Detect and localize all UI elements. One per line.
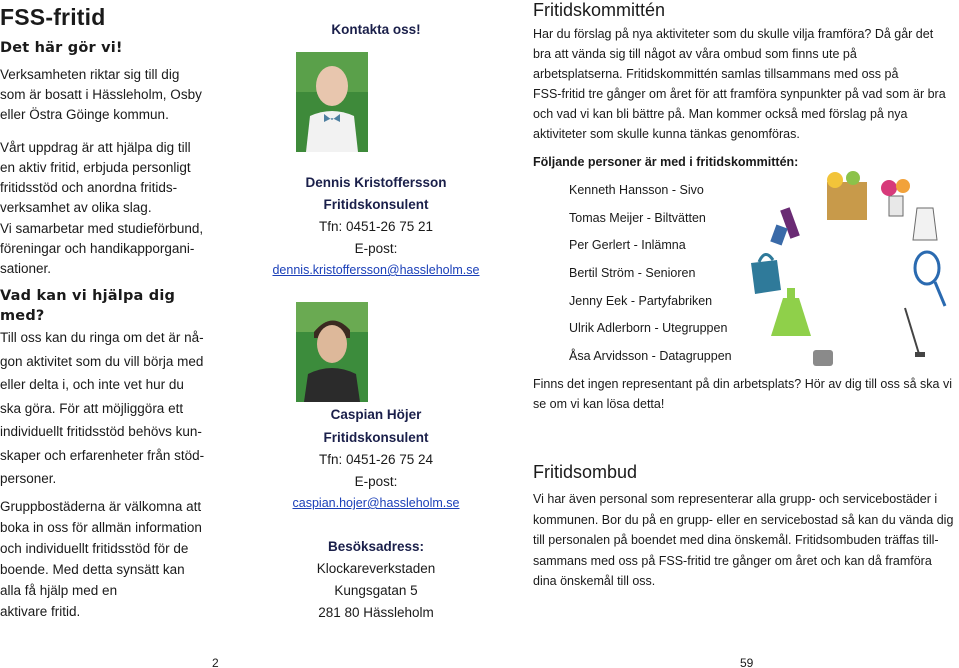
contact-name-dennis: Dennis Kristoffersson — [305, 175, 447, 190]
paragraph-samarbete: Vi samarbetar med studieförbund, föreningar och handikapporgani- sationer. — [0, 221, 204, 276]
visit-address-line3: 281 80 Hässleholm — [318, 605, 434, 620]
person-photo-caspian — [296, 302, 368, 402]
paragraph-forslag: Har du förslag på nya aktiviteter som du skulle vilja framföra? Då går det bra att vända sig till något av våra ombud som finns ute på arbetsplatserna. Fritidskommittén samlas tillsammans med oss på FSS-fritid tre gånger om året för att framföra synpunkter på vad som är bra och vad vi kan bli bättre på. Man kommer också med förslag på nya aktiviteter som skulle kunna tänkas genomföras. — [533, 27, 946, 141]
member-item: Ulrik Adlerborn - Utegruppen — [569, 321, 728, 335]
contact-email-label-dennis: E-post: — [354, 241, 398, 256]
flower-icon — [881, 179, 910, 216]
paragraph-uppdrag: Vårt uppdrag är att hjälpa dig till en aktiv fritid, erbjuda personligt fritidsstöd och anordna fritids- verksamhet av olika slag. — [0, 140, 191, 215]
contact-phone-dennis: Tfn: 0451-26 75 21 — [318, 219, 434, 234]
visit-address-line2: Kungsgatan 5 — [334, 583, 418, 598]
paragraph-ombud: Vi har även personal som representerar alla grupp- och servicebostäder i kommunen. Bor du på en grupp- eller en servicebostad så kan du vända dig till personalen på boendet med dina önskemål. Fritidsombuden träffas till- sammans med oss på FSS-fritid tre gånger om året och kan då framföra dina önskemål till oss. — [533, 492, 954, 588]
shopping-bag-icon — [827, 171, 867, 220]
member-item: Åsa Arvidsson - Datagruppen — [569, 349, 732, 363]
tennis-racket-icon — [915, 252, 945, 306]
page-title: FSS-fritid — [0, 4, 106, 30]
person-photo-dennis — [296, 52, 368, 152]
cosmetics-icon — [770, 207, 800, 245]
contact-role-dennis: Fritidskonsulent — [323, 197, 429, 212]
contact-role-caspian: Fritidskonsulent — [323, 430, 429, 445]
member-item: Per Gerlert - Inlämna — [569, 238, 686, 252]
member-item: Kenneth Hansson - Sivo — [569, 183, 704, 197]
paragraph-ring-oss: Till oss kan du ringa om det är nå- gon aktivitet som du vill börja med eller delta i, och inte vet hur du ska göra. För att möjliggöra ett individuellt fritidsstöd behövs kun- skaper och erfarenheter från stöd- personer. — [0, 330, 205, 486]
member-item: Bertil Ström - Senioren — [569, 266, 696, 280]
section-heading-fritidsombud: Fritidsombud — [533, 462, 638, 482]
page-number-right: 59 — [740, 656, 754, 668]
page-number-left: 2 — [212, 656, 219, 668]
contact-name-caspian: Caspian Höjer — [330, 407, 422, 422]
visit-address-label: Besöksadress: — [327, 539, 425, 554]
members-heading: Följande personer är med i fritidskommittén: — [533, 155, 799, 169]
contact-email-caspian[interactable]: caspian.hojer@hassleholm.se — [292, 496, 460, 510]
contact-email-label-caspian: E-post: — [354, 474, 398, 489]
paragraph-intro: Verksamheten riktar sig till dig som är bosatt i Hässleholm, Osby eller Östra Göinge kommun. — [0, 67, 202, 122]
visit-address-line1: Klockareverkstaden — [316, 561, 436, 576]
dress-icon — [771, 288, 811, 336]
golf-club-icon — [905, 308, 925, 357]
paragraph-representant: Finns det ingen representant på din arbetsplats? Hör av dig till oss så ska vi se om vi kan lösa detta! — [533, 377, 952, 411]
member-item: Tomas Meijer - Biltvätten — [569, 211, 706, 225]
section-heading-vad-kan: Vad kan vi hjälpa dig med? — [0, 288, 176, 324]
section-heading-det-har: Det här gör vi! — [0, 40, 123, 56]
pitcher-icon — [913, 208, 937, 240]
paragraph-gruppbostader: Gruppbostäderna är välkomna att boka in oss för allmän information och individuellt fritidsstöd för de boende. Med detta synsätt kan alla få hjälp med en aktivare fritid. — [0, 499, 202, 619]
activities-clipart — [749, 168, 949, 368]
contact-phone-caspian: Tfn: 0451-26 75 24 — [318, 452, 434, 467]
jar-icon — [813, 350, 833, 366]
handbag-icon — [751, 254, 781, 294]
contact-email-dennis[interactable]: dennis.kristoffersson@hassleholm.se — [272, 263, 480, 277]
section-heading-fritidskommitten: Fritidskommittén — [533, 0, 666, 20]
member-item: Jenny Eek - Partyfabriken — [569, 294, 713, 308]
contact-heading: Kontakta oss! — [331, 22, 421, 37]
